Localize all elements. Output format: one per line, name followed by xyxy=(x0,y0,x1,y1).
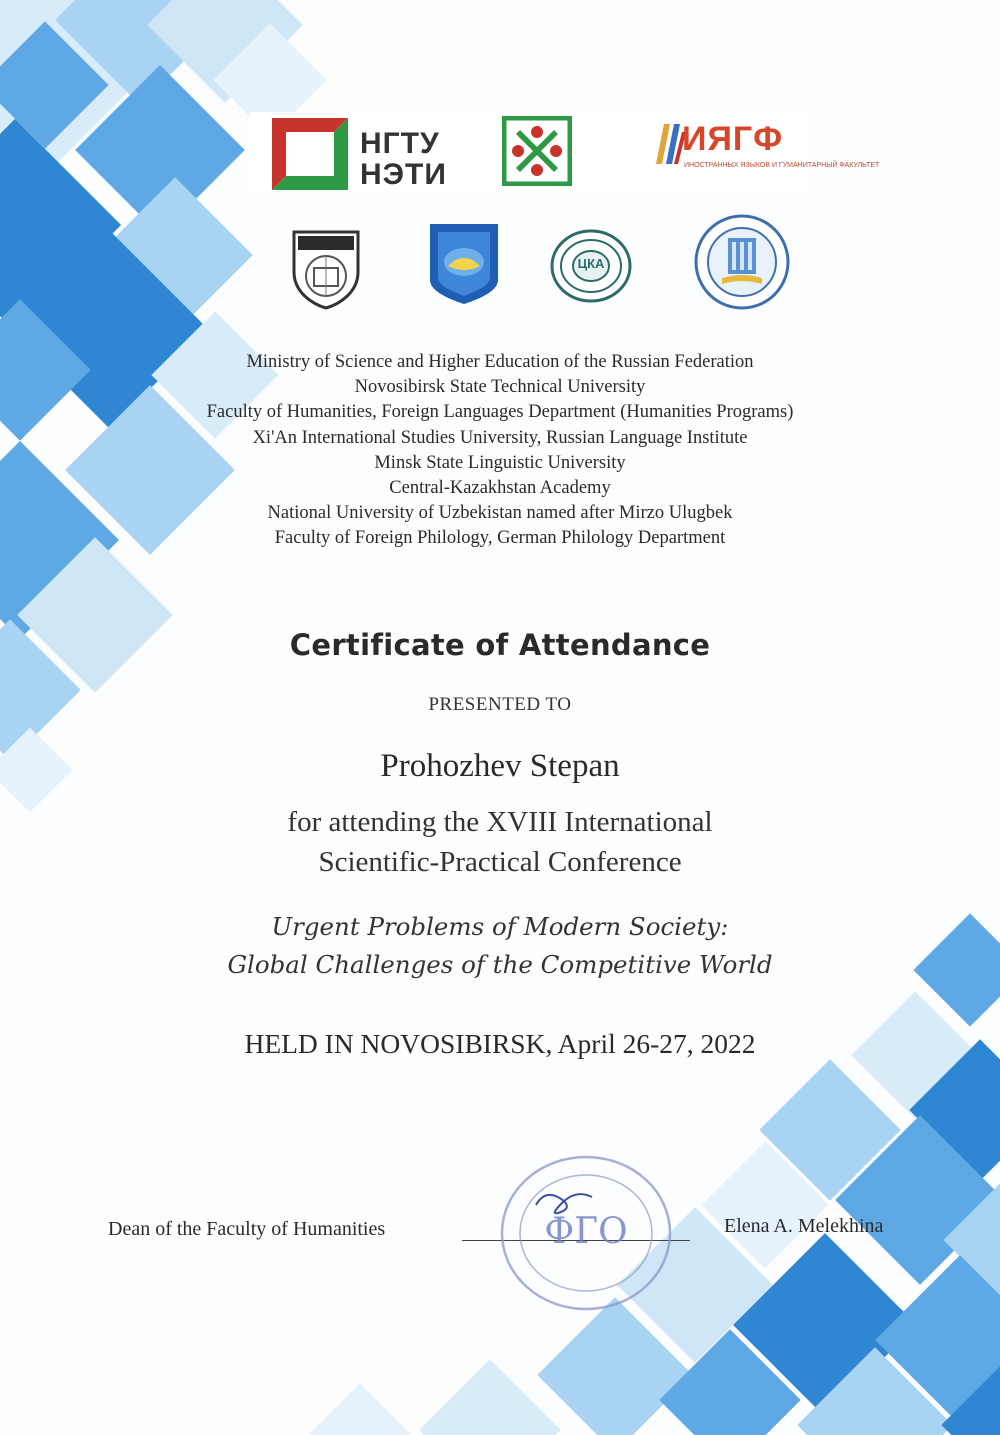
uzbekistan-university-seal-icon xyxy=(694,214,790,310)
round-stamp-icon xyxy=(486,1145,686,1315)
iyagf-logo-icon xyxy=(652,120,686,166)
organization-line: Xi'An International Studies University, Russian Language Institute xyxy=(252,427,748,448)
nstu-square-logo-icon xyxy=(272,118,348,190)
nstu-line1: НГТУ xyxy=(360,127,440,160)
logo-row-top xyxy=(250,112,880,194)
signatory-position: Dean of the Faculty of Humanities xyxy=(108,1218,386,1240)
conference-topic xyxy=(0,908,1000,984)
central-kazakhstan-academy-seal xyxy=(550,228,632,304)
topic-line-1: Urgent Problems of Modern Society: xyxy=(271,912,729,941)
nstu-logo xyxy=(272,118,472,190)
organization-line: Minsk State Linguistic University xyxy=(374,452,626,473)
topic-line-2: Global Challenges of the Competitive World xyxy=(227,950,773,979)
certificate-title: Certificate of Attendance xyxy=(289,628,711,662)
organizations-list xyxy=(0,350,1000,552)
organization-line: Ministry of Science and Higher Education of the Russian Federation xyxy=(246,352,754,372)
stamp-text: ФГО xyxy=(544,1211,628,1252)
attendance-line-2: Scientific-Practical Conference xyxy=(318,846,682,878)
held-location-date: HELD IN NOVOSIBIRSK, April 26-27, 2022 xyxy=(244,1028,756,1059)
iyagf-title: ИЯГФ xyxy=(682,120,784,158)
presented-to-label: PRESENTED TO xyxy=(428,694,572,715)
organization-line: Central-Kazakhstan Academy xyxy=(389,478,611,499)
nstu-line2: НЭТИ xyxy=(360,158,447,191)
minsk-university-shield-icon xyxy=(428,220,500,306)
xian-university-shield-icon xyxy=(290,228,362,310)
attendance-description xyxy=(0,802,1000,882)
green-red-cross-emblem-icon xyxy=(502,116,572,186)
organization-line: Faculty of Foreign Philology, German Philology Department xyxy=(274,528,726,549)
attendance-line-1: for attending the XVIII International xyxy=(287,806,713,838)
iyagf-subtitle: ИНОСТРАННЫХ ЯЗЫКОВ И ГУМАНИТАРНЫЙ ФАКУЛЬТЕТ xyxy=(684,162,880,169)
cka-label: ЦКА xyxy=(577,256,605,271)
organization-line: National University of Uzbekistan named after Mirzo Ulugbek xyxy=(267,503,733,524)
organization-line: Faculty of Humanities, Foreign Languages Department (Humanities Programs) xyxy=(206,402,794,423)
iyagf-logo xyxy=(650,116,880,186)
organization-line: Novosibirsk State Technical University xyxy=(354,377,646,398)
recipient-name: Prohozhev Stepan xyxy=(380,748,620,784)
signatory-name: Elena A. Melekhina xyxy=(724,1215,884,1237)
